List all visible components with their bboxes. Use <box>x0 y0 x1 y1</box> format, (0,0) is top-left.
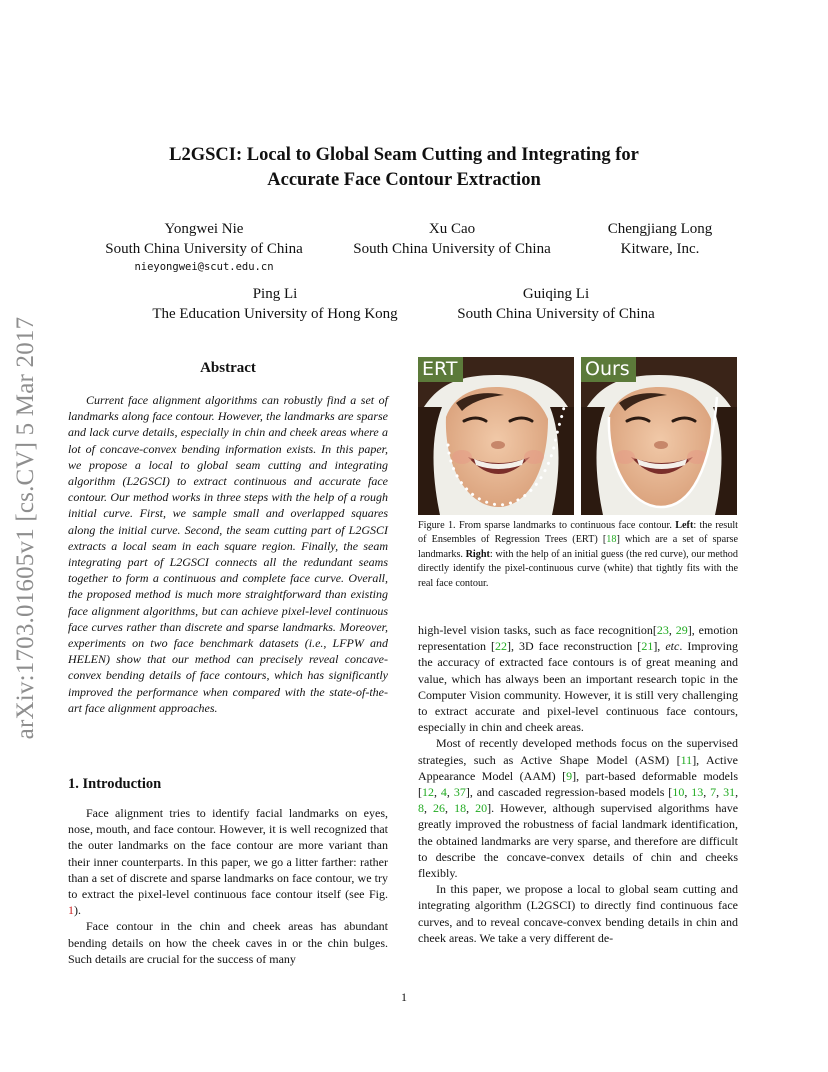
citation-link[interactable]: 7 <box>710 785 717 800</box>
text-run: , <box>716 785 724 800</box>
left-column-text <box>68 805 388 967</box>
author-name: Chengjiang Long <box>607 221 713 237</box>
intro-paragraph-2: Face contour in the chin and cheek areas has abundant bending details on how the cheek caves in or the chin bulges. Such details are crucial for the success of many <box>68 919 388 966</box>
figure-1-caption <box>418 519 738 591</box>
section-heading-introduction: 1. Introduction <box>68 776 162 792</box>
citation-link[interactable]: 13 <box>691 785 704 800</box>
figure-panel-ours <box>581 357 737 515</box>
text-run: ], 3D face reconstruction [ <box>506 639 642 654</box>
citation-link[interactable]: 18 <box>606 534 617 546</box>
caption-bold-right: Right <box>465 548 490 560</box>
citation-link[interactable]: 18 <box>454 801 467 816</box>
text-run: ], emotion representation [ <box>418 623 739 654</box>
abstract-heading: Abstract <box>200 360 256 376</box>
abstract-body: Current face alignment algorithms can robustly find a set of landmarks along face contour. However, the landmarks are sparse and lack curve details, especially in chin and cheek areas where a lot of concave-convex bending information exists. In this paper, we propose a local to global seam cutting and integrating algorithm (L2GSCI) to extract continuous and accurate face contour. Our method works in three steps with the help of a rough initial curve. First, we sample small and overlapped squares along the initial curve. Second, the seam cutting part of L2GSCI extracts a local seam in each square region. Finally, the seam integrating part of L2GSCI connects all the redundant seams together to form a continuous and complete face curve. Overall, the proposed method is much more straightforward than existing face alignment algorithms, but can achieve pixel-level continuous face curves rather than discrete and sparse landmarks. Moreover, experiments on two face benchmark datasets (i.e., LFPW and HELEN) show that our method can precisely reveal concave-convex bending details of face contours, which has significantly improved the performance when compared with the state-of-the-art face alignment approaches. <box>68 393 388 715</box>
author-block-2 <box>336 219 568 259</box>
page-number: 1 <box>401 990 407 1004</box>
text-run: , <box>424 801 434 816</box>
arxiv-stamp-text: arXiv:1703.01605v1 [cs.CV] 5 Mar 2017 <box>12 316 39 740</box>
text-run: ], part-based deformable models [ <box>418 768 738 800</box>
text-run: , <box>735 785 739 800</box>
text-run: , <box>684 785 692 800</box>
text-run-italic: etc <box>665 639 680 654</box>
text-run: , <box>466 801 476 816</box>
citation-link[interactable]: 20 <box>475 801 488 816</box>
figure-label-ours: Ours <box>581 357 636 382</box>
title-line-2: Accurate Face Contour Extraction <box>267 170 541 190</box>
text-run: , <box>434 785 441 800</box>
text-run: high-level vision tasks, such as face recognition[ <box>418 623 657 637</box>
intro-paragraph-1 <box>68 805 388 918</box>
citation-link[interactable]: 26 <box>433 801 446 816</box>
text-run: ]. However, although supervised algorithms have greatly improved the robustness of facial landmark identification, the obtained landmarks are very sparse, and therefore are difficult to describe the concave-convex details of chin and cheeks flexibly. <box>418 801 739 881</box>
author-block-5 <box>436 284 676 324</box>
author-affiliation: South China University of China <box>105 241 303 257</box>
arxiv-stamp <box>6 288 46 768</box>
text-run: , <box>446 785 454 800</box>
text-run: : with the help of an initial guess (the red curve), our method directly identify the pixel-continuous curve (white) that tightly fits with the real face contour. <box>418 548 738 589</box>
figure-1 <box>418 357 738 515</box>
text-run: ], and cascaded regression-based models [ <box>465 785 673 800</box>
citation-link[interactable]: 4 <box>440 785 447 800</box>
text-run: Figure 1. From sparse landmarks to continuous face contour. <box>418 520 676 531</box>
right-paragraph-1 <box>418 622 738 735</box>
text-run: ] which are a set of sparse landmarks. <box>418 534 738 560</box>
citation-link[interactable]: 22 <box>494 639 507 654</box>
caption-bold-left: Left <box>675 520 694 531</box>
citation-link[interactable]: 12 <box>422 785 434 800</box>
citation-link[interactable]: 23 <box>656 623 669 637</box>
citation-link[interactable]: 31 <box>723 785 736 800</box>
text-run: , <box>445 801 455 816</box>
text-run: Face alignment tries to identify facial landmarks on eyes, nose, mouth, and face contour. However, it is well recognized that the outer landmarks on the face contour are more variant than their inner counterparts. In this paper, we go a litter farther: rather than a set of discrete and sparse landmarks on face contour, we try to extract the pixel-level continuous face contour itself (see Fig. <box>68 806 388 902</box>
author-name: Yongwei Nie <box>164 221 244 237</box>
right-paragraph-3: In this paper, we propose a local to global seam cutting and integrating algorithm (L2GSCI) to directly find continuous face curves, and to reveal concave-convex bending details in chin and cheek areas. We take a very different de- <box>418 882 738 945</box>
citation-link[interactable]: 10 <box>672 785 685 800</box>
author-block-4 <box>130 284 420 324</box>
author-affiliation: The Education University of Hong Kong <box>152 306 398 322</box>
citation-link[interactable]: 29 <box>675 623 688 637</box>
text-run: , <box>703 785 711 800</box>
paper-title <box>0 143 808 193</box>
author-name: Guiqing Li <box>522 286 590 302</box>
title-line-1: L2GSCI: Local to Global Seam Cutting and Integrating for <box>169 145 639 165</box>
right-paragraph-2 <box>418 735 738 881</box>
text-run: , <box>668 623 676 637</box>
author-block-3 <box>560 219 760 259</box>
citation-link[interactable]: 21 <box>641 639 654 654</box>
figure-label-ert: ERT <box>418 357 463 382</box>
text-run: . Improving the accuracy of extracted face contours is of great meaning and value, which has always been an important research topic in the Computer Vision community. However, it is still very challenging to extract accurate and pixel-level continuous face contours, especially in chin and cheek areas. <box>418 639 738 735</box>
author-block-1 <box>88 219 320 275</box>
text-run: ). <box>74 903 81 918</box>
citation-link[interactable]: 11 <box>680 752 693 767</box>
right-column-text <box>418 622 738 946</box>
author-email: nieyongwei@scut.edu.cn <box>134 261 274 273</box>
author-name: Ping Li <box>252 286 298 302</box>
text-run: ], <box>653 639 666 654</box>
citation-link[interactable]: 37 <box>453 785 466 800</box>
figure-panel-ert <box>418 357 574 515</box>
citation-link[interactable]: 9 <box>566 768 573 783</box>
author-affiliation: South China University of China <box>457 306 655 322</box>
text-run: ], Active Appearance Model (AAM) [ <box>418 752 738 783</box>
text-run: : the result of Ensembles of Regression Trees (ERT) [ <box>418 520 738 546</box>
author-affiliation: Kitware, Inc. <box>620 241 700 257</box>
text-run: Most of recently developed methods focus on the supervised strategies, such as Active Shape Model (ASM) [ <box>418 736 738 767</box>
figure-ref-link[interactable]: 1 <box>68 903 74 918</box>
citation-link[interactable]: 8 <box>418 801 424 816</box>
author-affiliation: South China University of China <box>353 241 551 257</box>
author-name: Xu Cao <box>428 221 476 237</box>
